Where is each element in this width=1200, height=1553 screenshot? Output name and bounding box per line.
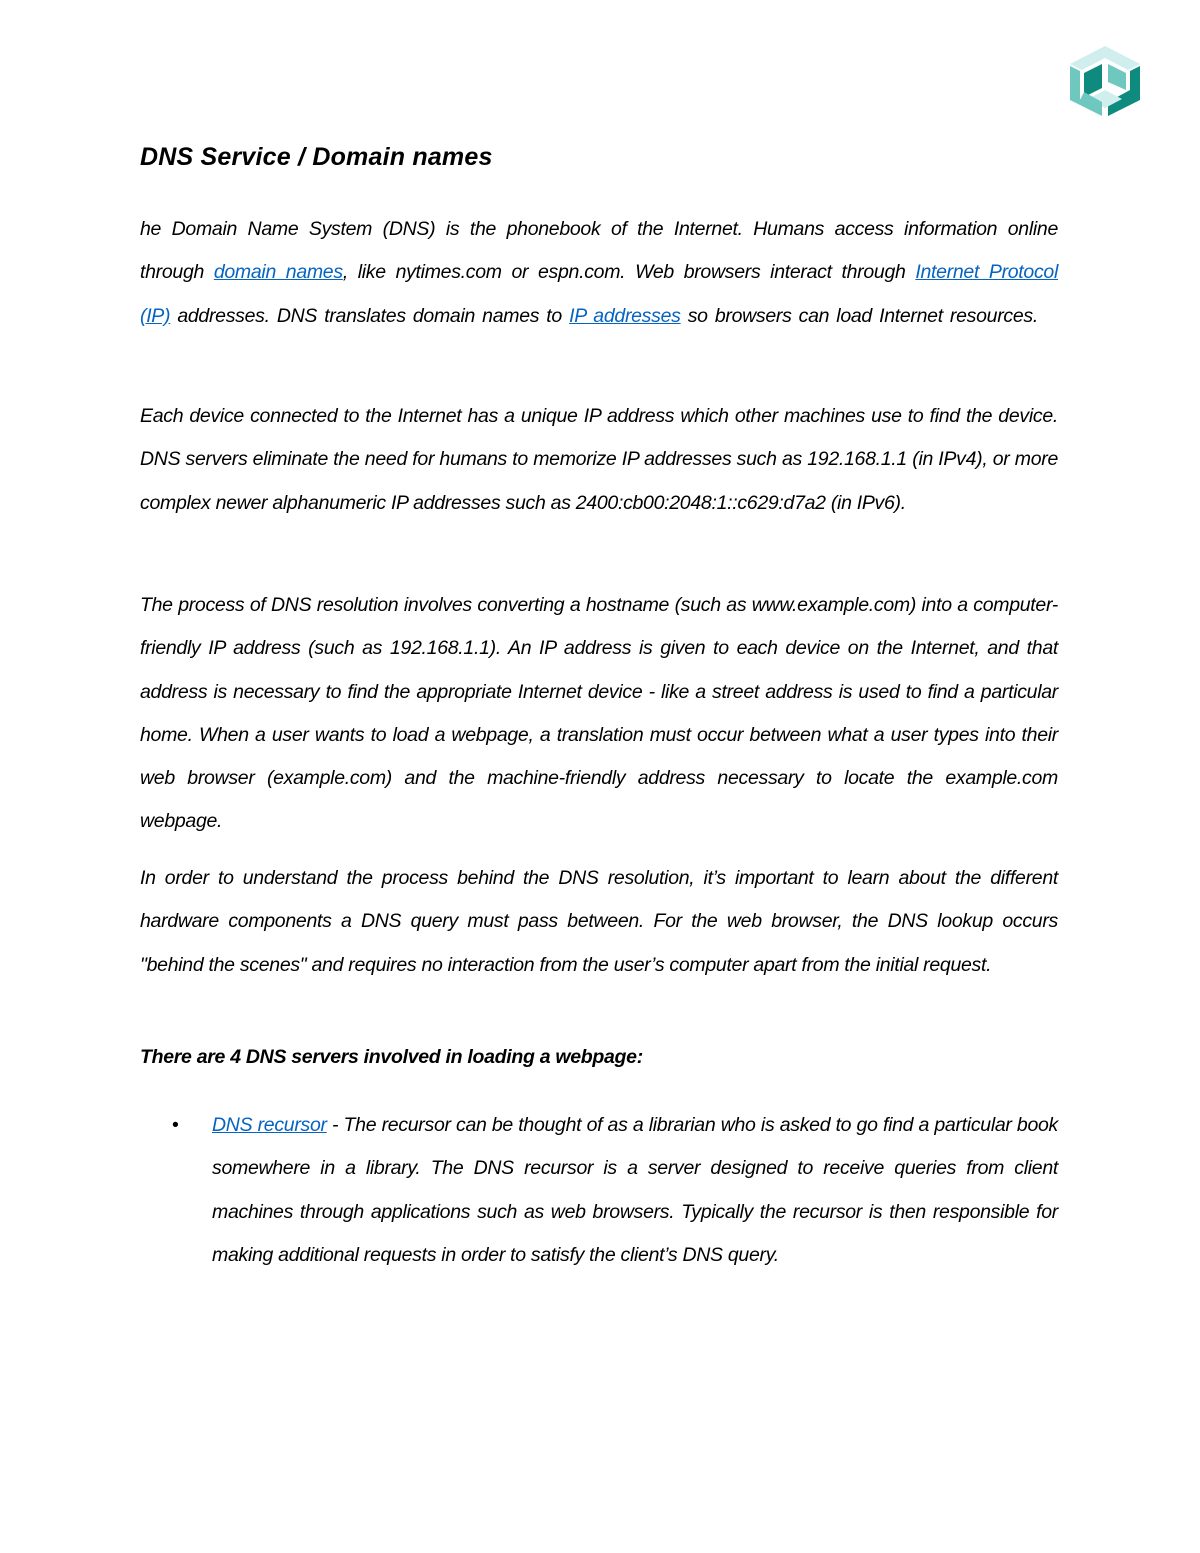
bullet-icon: • bbox=[172, 1114, 179, 1136]
text: , like nytimes.com or espn.com. Web browsers interact through bbox=[342, 261, 916, 284]
servers-heading: There are 4 DNS servers involved in loading a webpage: bbox=[140, 1046, 643, 1068]
list-item-text: - The recursor can be thought of as a librarian who is asked to go find a particular book somewhere in a library. The DNS recursor is a server designed to receive queries from client machines through applications such as web browsers. Typically the recursor is then responsible for making additional requests in order to satisfy the client’s DNS query. bbox=[212, 1114, 1058, 1266]
list-item bbox=[140, 1104, 1058, 1277]
paragraph-intro bbox=[140, 208, 1058, 338]
link-ip-addresses[interactable]: IP addresses bbox=[569, 304, 681, 327]
page-title: DNS Service / Domain names bbox=[140, 143, 493, 171]
text: addresses. DNS translates domain names to bbox=[170, 304, 570, 327]
link-dns-recursor[interactable]: DNS recursor bbox=[212, 1114, 327, 1136]
paragraph-dns-resolution: The process of DNS resolution involves converting a hostname (such as www.example.com) into a computer-friendly IP address (such as 192.168.1.1). An IP address is given to each device on the Internet, and that address is necessary to find the appropriate Internet device - like a street address is used to find a particular home. When a user wants to load a webpage, a translation must occur between what a user types into their web browser (example.com) and the machine-friendly address necessary to locate the example.com webpage. bbox=[140, 594, 1058, 833]
link-internet-protocol[interactable]: Internet Protocol (IP) bbox=[140, 261, 1058, 327]
dns-servers-list bbox=[140, 1104, 1058, 1277]
link-domain-names[interactable]: domain names bbox=[213, 261, 343, 284]
paragraph-ip-addresses: Each device connected to the Internet has a unique IP address which other machines use to find the device. DNS servers eliminate the need for humans to memorize IP addresses such as 192.168.1.1 (in IPv4), or more complex newer alphanumeric IP addresses such as 2400:cb00:2048:1::c629:d7a2 (in IPv6). bbox=[140, 405, 1058, 514]
logo-inner-left bbox=[1084, 64, 1102, 97]
logo-inner-right bbox=[1108, 64, 1126, 90]
teal-cube-logo-icon bbox=[1066, 44, 1144, 118]
paragraph-hardware-components: In order to understand the process behind the DNS resolution, it’s important to learn about the different hardware components a DNS query must pass between. For the web browser, the DNS lookup occurs "behind the scenes" and requires no interaction from the user’s computer apart from the initial request. bbox=[140, 867, 1058, 976]
text: he Domain Name System (DNS) is the phonebook of the Internet. Humans access information online through bbox=[140, 218, 1058, 284]
logo-top-face bbox=[1070, 46, 1140, 70]
text: so browsers can load Internet resources. bbox=[680, 304, 1038, 327]
